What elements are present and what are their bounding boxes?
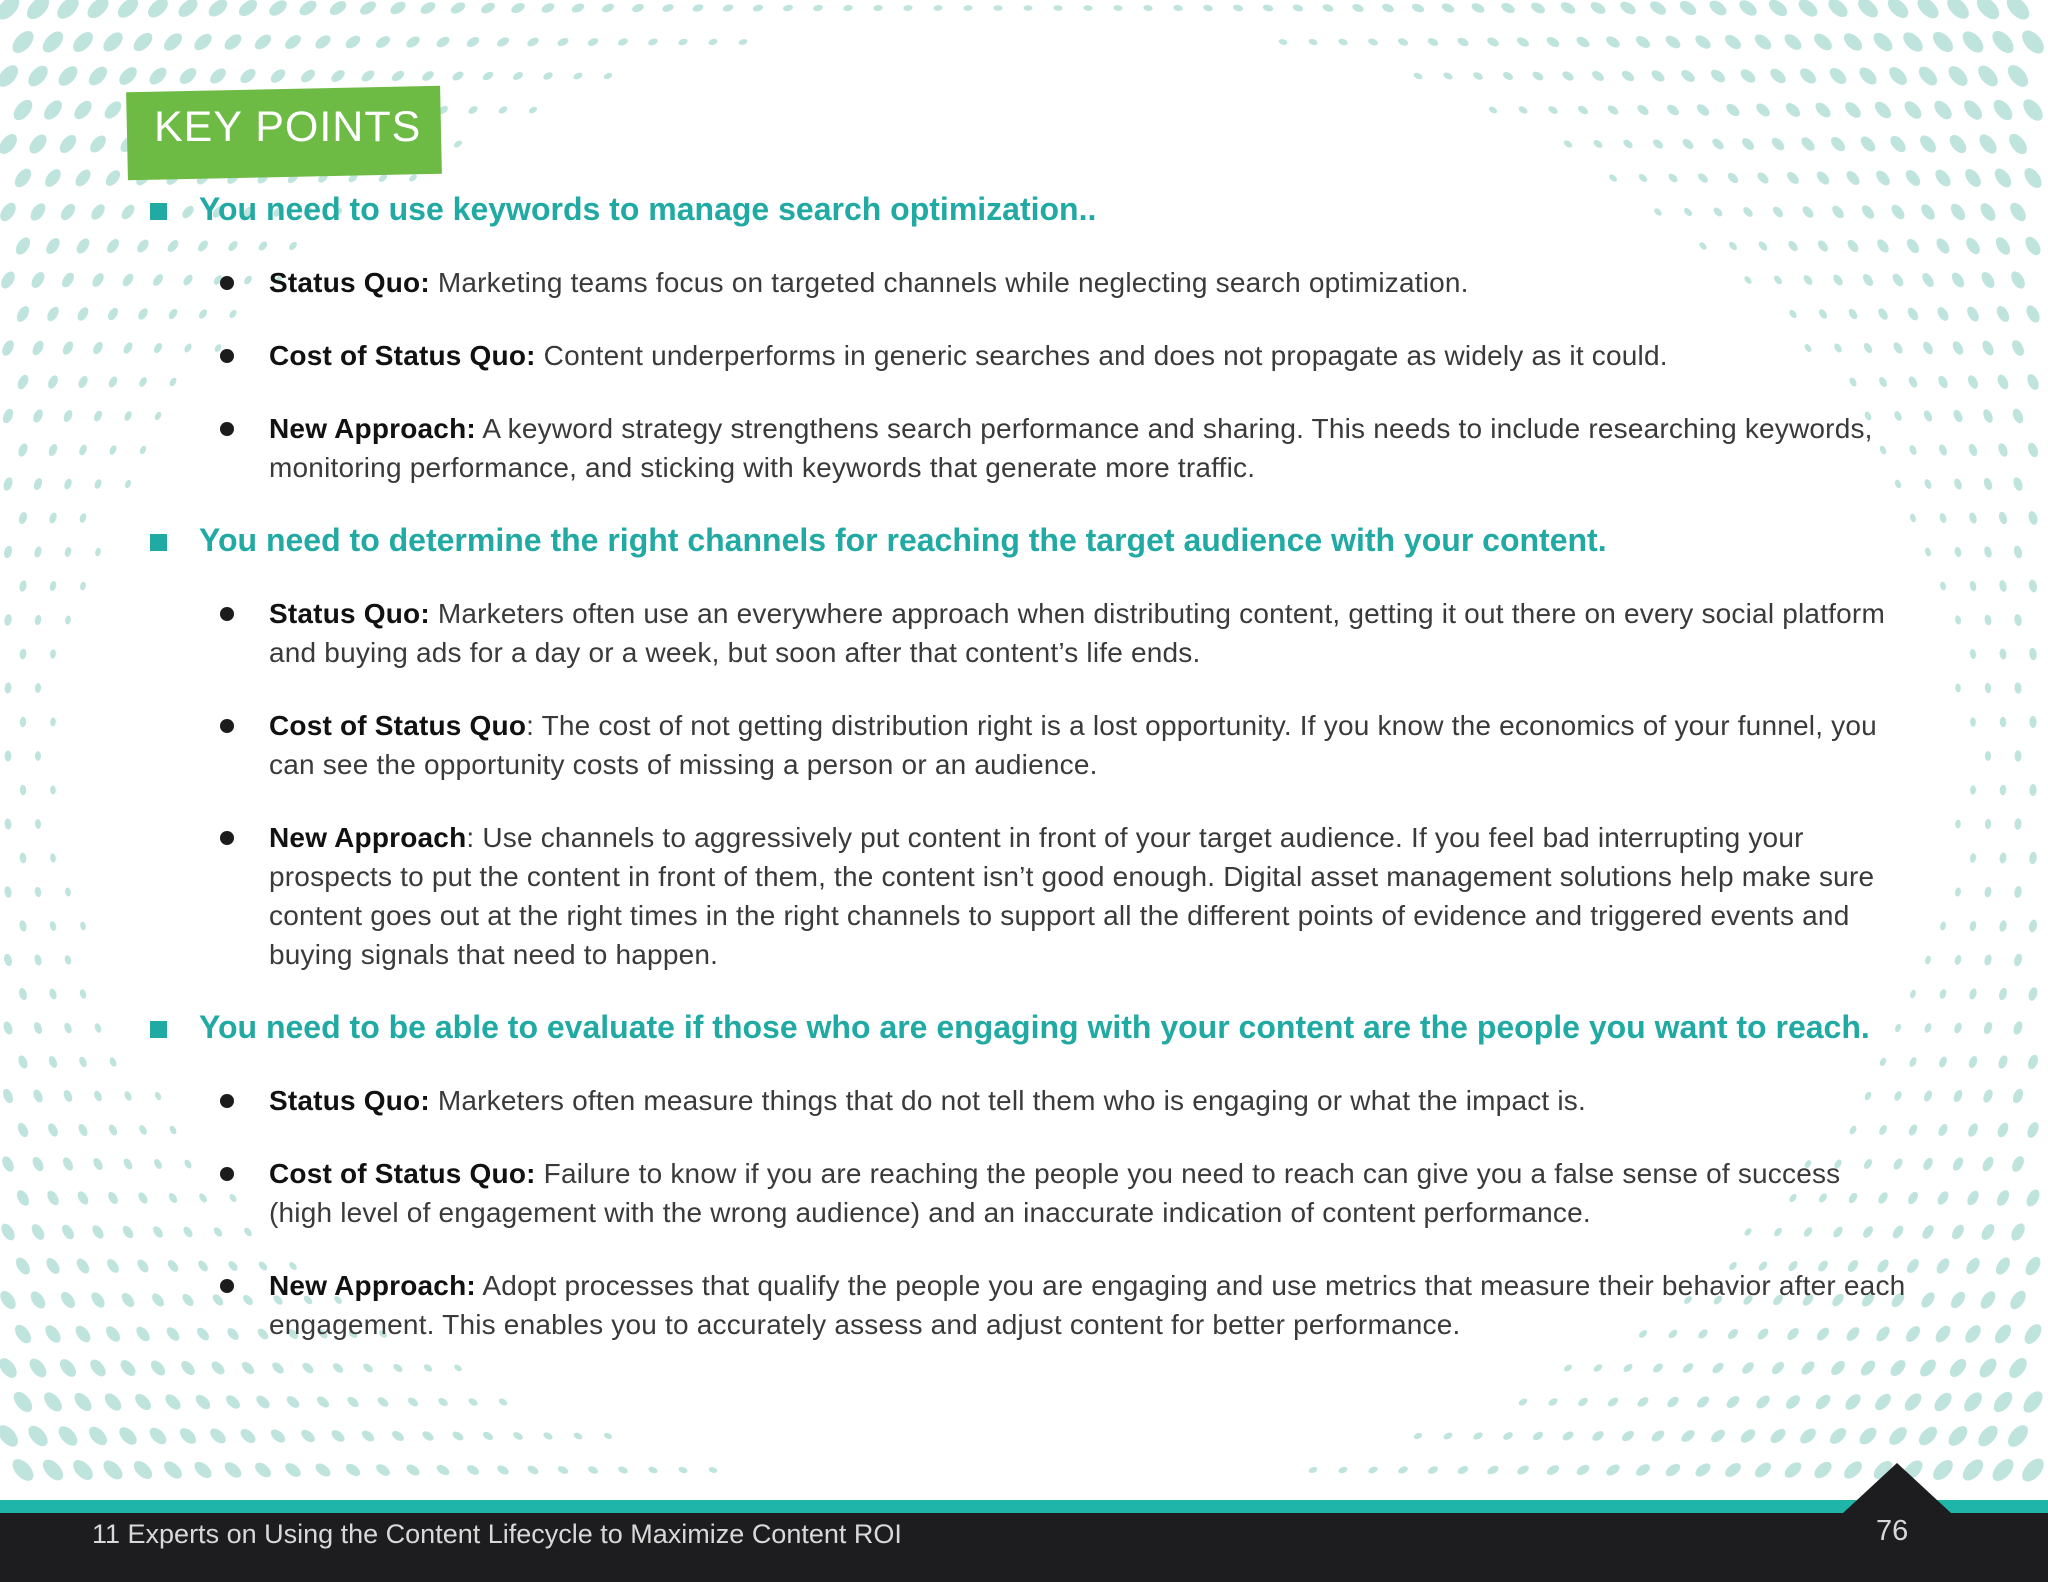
background-dot — [573, 1431, 584, 1440]
background-dot — [1947, 1356, 1970, 1380]
background-dot — [41, 1389, 66, 1415]
background-dot — [1752, 1460, 1773, 1480]
background-dot — [1740, 1360, 1756, 1376]
background-dot — [29, 1222, 47, 1242]
background-dot — [315, 1394, 331, 1409]
background-dot — [2024, 1187, 2042, 1208]
item-text: Failure to know if you are reaching the people you need to reach can give you a false sense of success (high level of engagement with the wrong audience) and an inaccurate indication of content performance. — [269, 1158, 1841, 1228]
bullet-dot-icon — [220, 719, 234, 733]
background-dot — [2010, 1154, 2027, 1174]
background-dot — [73, 1323, 94, 1345]
background-dot — [1811, 1459, 1834, 1482]
background-dot — [1992, 1322, 2015, 1347]
background-dot — [1397, 1465, 1409, 1475]
background-dot — [13, 1255, 33, 1277]
background-dot — [208, 1426, 229, 1447]
background-dot — [1933, 1323, 1954, 1345]
list-item — [150, 263, 1910, 302]
item-label: New Approach — [269, 822, 467, 853]
background-dot — [329, 1428, 346, 1444]
background-dot — [1856, 1424, 1879, 1447]
background-dot — [116, 1424, 140, 1448]
background-dot — [1989, 1455, 2018, 1485]
background-dot — [1966, 1122, 1980, 1138]
background-dot — [1964, 1256, 1983, 1277]
square-bullet-icon — [150, 534, 167, 551]
list-item — [150, 706, 1910, 784]
background-dot — [177, 1425, 199, 1447]
background-dot — [1636, 1395, 1650, 1409]
background-dot — [121, 1224, 136, 1240]
background-dot — [240, 1360, 257, 1377]
section-heading-text: You need to use keywords to manage search optimization.. — [199, 191, 1097, 227]
background-dot — [1996, 1121, 2011, 1139]
background-dot — [270, 1360, 286, 1375]
item-label: Status Quo: — [269, 598, 430, 629]
background-dot — [2011, 1087, 2025, 1105]
background-dot — [14, 1188, 31, 1208]
background-dot — [1935, 1189, 1950, 1206]
background-dot — [9, 1455, 38, 1484]
background-dot — [1980, 1155, 1995, 1173]
background-dot — [106, 1190, 120, 1206]
background-dot — [512, 1431, 524, 1442]
background-dot — [678, 1466, 689, 1475]
background-dot — [301, 1361, 316, 1376]
background-dot — [2018, 1455, 2048, 1486]
section-heading — [150, 190, 1910, 229]
background-dot — [1948, 1289, 1968, 1310]
item-text: Marketing teams focus on targeted channels while neglecting search optimization. — [429, 267, 1469, 298]
background-dot — [1886, 1424, 1910, 1448]
background-dot — [86, 1423, 111, 1448]
background-dot — [28, 1289, 48, 1311]
background-dot — [87, 1357, 109, 1379]
background-dot — [1799, 1359, 1817, 1377]
section-3 — [150, 1008, 1910, 1344]
background-dot — [2021, 1321, 2045, 1347]
background-dot — [390, 1429, 406, 1443]
background-dot — [1959, 1456, 1987, 1485]
background-dot — [100, 1457, 126, 1483]
background-dot — [1797, 1426, 1818, 1447]
background-dot — [392, 1362, 404, 1373]
background-dot — [376, 1395, 390, 1408]
background-dot — [0, 1355, 20, 1381]
background-dot — [498, 1397, 509, 1407]
background-dot — [360, 1428, 376, 1443]
footer-title: 11 Experts on Using the Content Lifecycle to Maximize Content ROI — [92, 1519, 902, 1549]
background-dot — [1843, 1391, 1864, 1412]
item-label: Cost of Status Quo: — [269, 1158, 536, 1189]
background-dot — [1517, 1397, 1528, 1407]
background-dot — [1591, 1429, 1606, 1443]
background-dot — [46, 1122, 60, 1138]
background-dot — [603, 1432, 613, 1441]
background-dot — [90, 1223, 106, 1240]
background-dot — [1, 1087, 15, 1104]
background-dot — [453, 1363, 463, 1372]
background-dot — [1650, 1428, 1667, 1444]
background-dot — [62, 1089, 74, 1103]
background-dot — [451, 1430, 465, 1443]
background-dot — [1604, 1462, 1621, 1478]
page-number: 76 — [1876, 1515, 1909, 1547]
bullet-dot-icon — [220, 276, 234, 290]
background-dot — [1651, 1362, 1664, 1375]
background-dot — [1978, 1289, 1999, 1312]
bullet-dot-icon — [220, 1279, 234, 1293]
square-bullet-icon — [150, 1021, 167, 1038]
background-dot — [193, 1392, 213, 1412]
bullet-dot-icon — [220, 1167, 234, 1181]
background-dot — [2008, 1221, 2027, 1243]
background-dot — [2004, 1422, 2032, 1451]
background-dot — [42, 1323, 63, 1346]
background-dot — [1919, 1290, 1938, 1310]
background-dot — [344, 1461, 363, 1478]
item-text: Content underperforms in generic searches and does not propagate as widely as it could. — [535, 340, 1668, 371]
background-dot — [60, 1223, 77, 1242]
background-dot — [1858, 1358, 1878, 1378]
background-dot — [435, 1463, 451, 1478]
background-dot — [1888, 1357, 1909, 1379]
background-dot — [31, 1088, 44, 1104]
item-text: : Use channels to aggressively put content in front of your target audience. If you feel bad interrupting your prospects to put the content in front of them, the content isn’t good enough. Digital asset management solutions help make sure content goes out at the right times in the right channels to support all the different points of evidence and triggered events and buying signals that need to happen. — [269, 822, 1875, 970]
background-dot — [209, 1359, 227, 1377]
background-dot — [1709, 1427, 1727, 1444]
background-dot — [1723, 1460, 1744, 1480]
item-text: Adopt processes that qualify the people you are engaging and use metrics that measure their behavior after each engagement. This enables you to accurately assess and adjust content for better performance. — [269, 1270, 1906, 1340]
background-dot — [285, 1394, 302, 1410]
background-dot — [1921, 1156, 1934, 1171]
footer-triangle-tab — [1843, 1463, 1951, 1513]
background-dot — [647, 1465, 658, 1474]
background-dot — [161, 1458, 185, 1482]
item-label: Status Quo: — [269, 1085, 430, 1116]
background-dot — [1950, 1223, 1967, 1242]
background-dot — [374, 1462, 392, 1478]
background-dot — [1976, 1355, 2000, 1380]
background-dot — [30, 1155, 45, 1173]
item-label: New Approach: — [269, 413, 476, 444]
background-dot — [1962, 1322, 1984, 1345]
background-dot — [1902, 1390, 1925, 1413]
background-dot — [1665, 1395, 1680, 1410]
background-dot — [16, 1121, 31, 1139]
background-dot — [0, 1422, 22, 1451]
background-dot — [26, 1356, 49, 1381]
background-dot — [422, 1363, 433, 1373]
background-dot — [1827, 1425, 1849, 1447]
background-dot — [587, 1465, 599, 1475]
background-dot — [77, 1123, 90, 1138]
background-dot — [1813, 1392, 1833, 1412]
background-dot — [1456, 1464, 1469, 1475]
background-dot — [10, 1389, 36, 1416]
bullet-dot-icon — [220, 349, 234, 363]
background-dot — [708, 1466, 718, 1474]
background-dot — [191, 1459, 214, 1481]
background-dot — [465, 1463, 480, 1477]
list-item — [150, 336, 1910, 375]
item-text: Marketers often measure things that do not tell them who is engaging or what the impact is. — [429, 1085, 1586, 1116]
background-dot — [467, 1397, 479, 1408]
list-item — [150, 1266, 1910, 1344]
background-dot — [2025, 1120, 2041, 1139]
background-dot — [1710, 1361, 1725, 1376]
background-dot — [76, 1190, 91, 1207]
bullet-dot-icon — [220, 1094, 234, 1108]
list-item — [150, 594, 1910, 672]
background-dot — [238, 1426, 258, 1445]
list-item — [150, 1081, 1910, 1120]
background-dot — [39, 1456, 67, 1484]
background-dot — [58, 1289, 78, 1310]
background-dot — [404, 1462, 421, 1477]
background-dot — [105, 1257, 122, 1275]
background-dot — [45, 1189, 61, 1207]
background-dot — [71, 1390, 95, 1414]
background-dot — [268, 1427, 287, 1445]
background-dot — [2020, 1388, 2047, 1416]
background-dot — [1994, 1188, 2011, 1208]
background-dot — [12, 1322, 34, 1346]
background-dot — [1338, 1466, 1349, 1475]
item-text: A keyword strategy strengthens search performance and sharing. This needs to include researching keywords, monitoring performance, and sticking with keywords that generate more traffic. — [269, 413, 1873, 483]
square-bullet-icon — [150, 203, 167, 220]
background-dot — [119, 1291, 137, 1310]
background-dot — [122, 1157, 134, 1171]
background-dot — [55, 1423, 81, 1449]
background-dot — [362, 1362, 375, 1374]
background-dot — [1782, 1459, 1804, 1481]
background-dot — [1920, 1223, 1936, 1241]
background-dot — [131, 1458, 156, 1483]
background-dot — [1561, 1430, 1575, 1443]
background-dot — [1592, 1363, 1603, 1374]
background-dot — [1622, 1362, 1634, 1373]
list-item — [150, 409, 1910, 487]
background-dot — [1693, 1461, 1713, 1479]
background-dot — [1829, 1358, 1848, 1377]
background-dot — [542, 1431, 554, 1441]
background-dot — [93, 1089, 104, 1102]
background-dot — [1472, 1431, 1484, 1441]
background-dot — [0, 1221, 17, 1242]
background-dot — [1724, 1394, 1741, 1411]
section-heading-text: You need to be able to evaluate if those who are engaging with your content are the people you want to reach. — [199, 1009, 1870, 1045]
background-dot — [345, 1395, 360, 1409]
background-dot — [135, 1258, 151, 1275]
item-text: Marketers often use an everywhere approach when distributing content, getting it out there on every social platform and buying ads for a day or a week, but soon after that content’s life ends. — [269, 598, 1885, 668]
background-dot — [1679, 1428, 1697, 1444]
background-dot — [1664, 1461, 1683, 1478]
background-dot — [89, 1290, 108, 1310]
background-dot — [254, 1393, 272, 1411]
list-item — [150, 818, 1910, 974]
background-dot — [1547, 1397, 1559, 1408]
key-points-title: KEY POINTS — [154, 103, 422, 151]
background-dot — [137, 1191, 150, 1205]
section-heading — [150, 521, 1910, 560]
background-dot — [1308, 1466, 1318, 1474]
item-label: Cost of Status Quo — [269, 710, 527, 741]
background-dot — [283, 1460, 303, 1479]
background-dot — [25, 1422, 52, 1450]
background-dot — [1768, 1426, 1788, 1446]
background-dot — [107, 1123, 119, 1137]
background-dot — [1922, 1089, 1933, 1102]
background-dot — [1979, 1222, 1997, 1242]
background-dot — [70, 1456, 97, 1483]
background-dot — [1531, 1430, 1544, 1442]
list-item — [150, 1154, 1910, 1232]
bullet-dot-icon — [220, 607, 234, 621]
footer-accent-line — [0, 1500, 2048, 1513]
background-dot — [0, 1154, 16, 1173]
background-dot — [1990, 1388, 2016, 1415]
background-dot — [1502, 1430, 1514, 1441]
background-dot — [1442, 1431, 1453, 1440]
background-dot — [2007, 1288, 2029, 1312]
item-text: : The cost of not getting distribution right is a lost opportunity. If you know the economics of your funnel, you can see the opportunity costs of missing a person or an audience. — [269, 710, 1877, 780]
background-dot — [1783, 1393, 1802, 1412]
background-dot — [1367, 1465, 1378, 1474]
background-dot — [526, 1464, 540, 1476]
background-dot — [1606, 1396, 1619, 1409]
background-dot — [44, 1256, 63, 1277]
background-dot — [252, 1460, 273, 1480]
background-dot — [61, 1156, 75, 1172]
background-dot — [1965, 1189, 1981, 1208]
background-dot — [1427, 1465, 1440, 1476]
background-dot — [1486, 1464, 1500, 1476]
background-dot — [1993, 1255, 2013, 1277]
bullet-dot-icon — [220, 422, 234, 436]
background-dot — [148, 1358, 168, 1378]
background-dot — [617, 1465, 629, 1475]
section-heading — [150, 1008, 1910, 1047]
background-dot — [1916, 1423, 1941, 1448]
background-dot — [1620, 1429, 1636, 1444]
background-dot — [406, 1396, 419, 1408]
background-dot — [1754, 1393, 1772, 1411]
background-dot — [138, 1124, 149, 1136]
background-dot — [1917, 1357, 1939, 1380]
background-dot — [57, 1356, 79, 1380]
background-dot — [179, 1359, 198, 1378]
background-dot — [437, 1396, 449, 1407]
section-2 — [150, 521, 1910, 974]
section-1 — [150, 190, 1910, 487]
background-dot — [1634, 1462, 1652, 1478]
background-dot — [103, 1324, 123, 1345]
section-heading-text: You need to determine the right channels for reaching the target audience with your content. — [199, 522, 1607, 558]
background-dot — [1413, 1432, 1423, 1441]
background-dot — [163, 1392, 184, 1413]
background-dot — [1872, 1391, 1894, 1413]
background-dot — [1981, 1088, 1994, 1104]
background-dot — [1770, 1360, 1787, 1377]
background-dot — [1937, 1122, 1950, 1137]
background-dot — [496, 1464, 511, 1477]
background-dot — [1961, 1389, 1986, 1415]
item-label: Status Quo: — [269, 267, 430, 298]
background-dot — [132, 1391, 154, 1413]
background-dot — [1952, 1089, 1964, 1104]
background-dot — [1975, 1422, 2002, 1450]
background-dot — [2023, 1254, 2044, 1278]
background-dot — [147, 1425, 170, 1448]
background-dot — [0, 1288, 19, 1312]
background-dot — [224, 1393, 243, 1412]
bullet-dot-icon — [220, 831, 234, 845]
item-label: Cost of Status Quo: — [269, 340, 536, 371]
background-dot — [123, 1090, 133, 1102]
background-dot — [1681, 1361, 1695, 1375]
background-dot — [1951, 1156, 1965, 1173]
background-dot — [1945, 1423, 1971, 1450]
background-dot — [299, 1427, 317, 1444]
background-dot — [1934, 1256, 1952, 1276]
background-dot — [2006, 1355, 2031, 1381]
background-dot — [118, 1357, 139, 1378]
background-dot — [1577, 1396, 1590, 1408]
background-dot — [1563, 1363, 1573, 1373]
background-dot — [1545, 1463, 1561, 1477]
background-dot — [421, 1429, 436, 1442]
background-dot — [481, 1430, 494, 1442]
background-dot — [1738, 1427, 1757, 1446]
background-dot — [1516, 1464, 1531, 1477]
background-dot — [313, 1461, 333, 1479]
background-dot — [1575, 1463, 1591, 1478]
background-dot — [556, 1464, 569, 1475]
background-dot — [74, 1256, 92, 1275]
background-dot — [222, 1459, 244, 1480]
background-dot — [1931, 1390, 1955, 1415]
background-dot — [91, 1156, 104, 1171]
background-dot — [102, 1390, 125, 1413]
item-label: New Approach: — [269, 1270, 476, 1301]
background-dot — [1695, 1394, 1711, 1410]
background-dot — [331, 1361, 345, 1374]
